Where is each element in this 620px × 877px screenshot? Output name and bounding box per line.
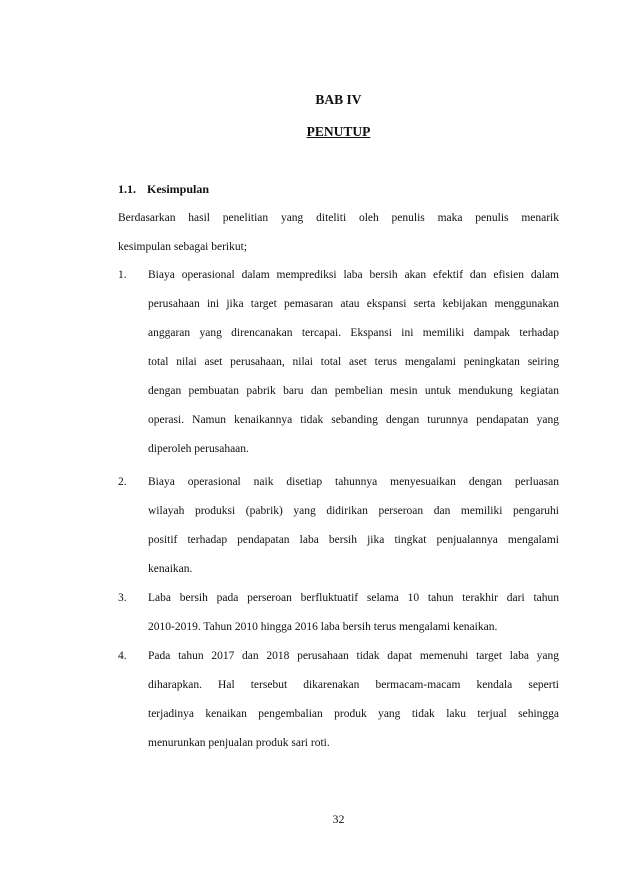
list-item-number: 4. xyxy=(118,650,127,662)
list-item-line: total nilai aset perusahaan, nilai total aset terus mengalami peningkatan seiring xyxy=(148,356,559,368)
list-item-line: Laba bersih pada perseroan berfluktuatif selama 10 tahun terakhir dari tahun xyxy=(148,592,559,604)
intro-line: kesimpulan sebagai berikut; xyxy=(118,241,248,253)
list-item-line: Biaya operasional naik disetiap tahunnya menyesuaikan dengan perluasan xyxy=(148,476,559,488)
list-item-line: diperoleh perusahaan. xyxy=(148,443,249,455)
list-item-line: 2010-2019. Tahun 2010 hingga 2016 laba bersih terus mengalami kenaikan. xyxy=(148,621,498,633)
intro-line: Berdasarkan hasil penelitian yang diteliti oleh penulis maka penulis menarik xyxy=(118,212,559,224)
list-item-line: perusahaan ini jika target pemasaran atau ekspansi serta kebijakan menggunakan xyxy=(148,298,559,310)
list-item-line: wilayah produksi (pabrik) yang didirikan perseroan dan memiliki pengaruhi xyxy=(148,505,559,517)
list-item-number: 2. xyxy=(118,476,127,488)
list-item-line: Biaya operasional dalam memprediksi laba bersih akan efektif dan efisien dalam xyxy=(148,269,559,281)
list-item-line: anggaran yang direncanakan tercapai. Ekspansi ini memiliki dampak terhadap xyxy=(148,327,559,339)
section-number: 1.1. xyxy=(118,182,136,196)
list-item-line: operasi. Namun kenaikannya tidak sebanding dengan turunnya pendapatan yang xyxy=(148,414,559,426)
page-number: 32 xyxy=(332,812,345,826)
list-item-line: Pada tahun 2017 dan 2018 perusahaan tidak dapat memenuhi target laba yang xyxy=(148,650,559,662)
list-item-line: diharapkan. Hal tersebut dikarenakan bermacam-macam kendala seperti xyxy=(148,679,559,691)
list-item-line: positif terhadap pendapatan laba bersih jika tingkat penjualannya mengalami xyxy=(148,534,559,546)
list-item-number: 3. xyxy=(118,592,127,604)
list-item-number: 1. xyxy=(118,269,127,281)
list-item-line: menurunkan penjualan produk sari roti. xyxy=(148,737,330,749)
list-item-line: kenaikan. xyxy=(148,563,193,575)
list-item-line: terjadinya kenaikan pengembalian produk yang tidak laku terjual sehingga xyxy=(148,708,559,720)
section-title: Kesimpulan xyxy=(147,182,210,196)
chapter-title: PENUTUP xyxy=(306,124,371,139)
list-item-line: dengan pembuatan pabrik baru dan pembelian mesin untuk mendukung kegiatan xyxy=(148,385,559,397)
chapter-heading: BAB IV xyxy=(315,92,362,107)
